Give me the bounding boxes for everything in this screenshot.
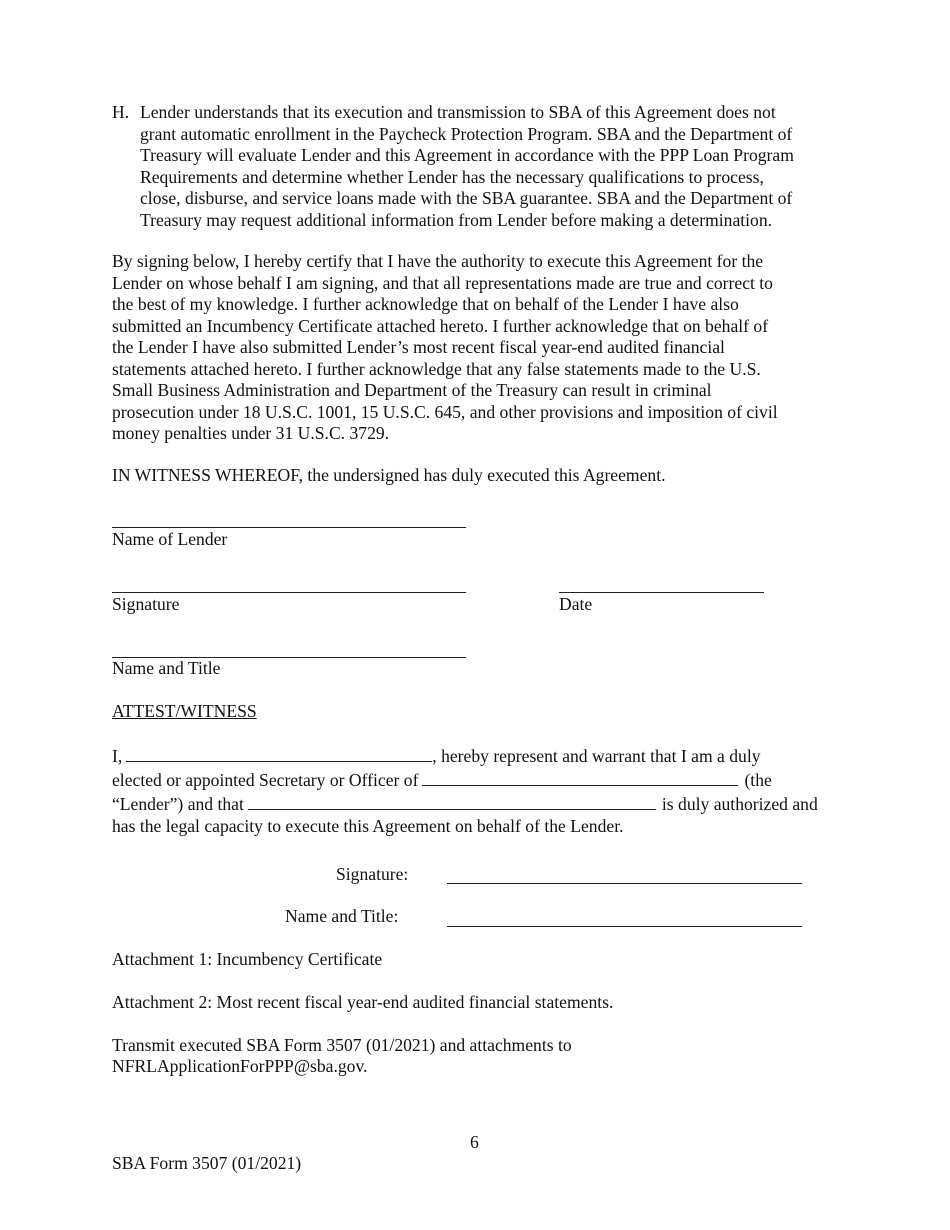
certification-line: Small Business Administration and Department of the Treasury can result in criminal xyxy=(112,380,712,400)
date-line[interactable] xyxy=(559,592,764,593)
section-h-line: Treasury will evaluate Lender and this Agreement in accordance with the PPP Loan Program xyxy=(140,145,794,165)
name-and-title-label: Name and Title xyxy=(112,658,221,678)
signature-line[interactable] xyxy=(112,592,466,593)
section-h-body xyxy=(140,102,794,231)
witness-statement: IN WITNESS WHEREOF, the undersigned has duly executed this Agreement. xyxy=(112,465,666,485)
attachment-2: Attachment 2: Most recent fiscal year-end audited financial statements. xyxy=(112,992,614,1012)
attachment-1: Attachment 1: Incumbency Certificate xyxy=(112,949,383,969)
section-h-line: Lender understands that its execution and transmission to SBA of this Agreement does not xyxy=(140,102,776,122)
attest-line-2-prefix: elected or appointed Secretary or Officer of xyxy=(112,770,419,790)
attest-line-1-prefix: I, xyxy=(112,746,123,766)
attest-signature-line[interactable] xyxy=(447,883,802,884)
transmit-email[interactable]: NFRLApplicationForPPP@sba.gov. xyxy=(112,1056,368,1076)
attest-line-4: has the legal capacity to execute this Agreement on behalf of the Lender. xyxy=(112,816,624,836)
attest-line-2 xyxy=(112,768,772,792)
transmit-line-1: Transmit executed SBA Form 3507 (01/2021) and attachments to xyxy=(112,1035,572,1055)
attest-line-1-suffix: , hereby represent and warrant that I am a duly xyxy=(432,746,761,766)
certification-line: By signing below, I hereby certify that I have the authority to execute this Agreement for the xyxy=(112,251,764,271)
certification-line: submitted an Incumbency Certificate attached hereto. I further acknowledge that on behalf of xyxy=(112,315,769,336)
date-label: Date xyxy=(559,594,593,614)
certification-line: the Lender I have also submitted Lender’s most recent fiscal year-end audited financial xyxy=(112,337,725,357)
certification-line: money penalties under 31 U.S.C. 3729. xyxy=(112,423,390,443)
attest-heading: ATTEST/WITNESS xyxy=(112,701,257,721)
attest-line-3 xyxy=(112,792,818,816)
certification-line: Lender on whose behalf I am signing, and that all representations made are true and correct to xyxy=(112,272,773,293)
secretary-name-blank[interactable] xyxy=(126,744,432,762)
name-of-lender-line[interactable] xyxy=(112,527,466,528)
certification-line: prosecution under 18 U.S.C. 1001, 15 U.S.C. 645, and other provisions and imposition of civil xyxy=(112,401,778,422)
certification-paragraph xyxy=(112,251,852,445)
attest-name-title-label: Name and Title: xyxy=(285,906,399,926)
attest-signature-label: Signature: xyxy=(336,864,409,884)
attest-line-3-prefix: “Lender”) and that xyxy=(112,794,244,814)
attest-name-title-line[interactable] xyxy=(447,926,802,927)
section-h-line: close, disburse, and service loans made with the SBA guarantee. SBA and the Department of xyxy=(140,188,793,208)
attest-line-2-suffix: (the xyxy=(744,770,772,790)
section-h-line: Requirements and determine whether Lender has the necessary qualifications to process, xyxy=(140,166,764,187)
attest-line-1 xyxy=(112,744,761,768)
signature-label: Signature xyxy=(112,594,180,614)
section-h-marker: H. xyxy=(112,102,130,122)
name-of-lender-label: Name of Lender xyxy=(112,529,228,549)
lender-name-blank[interactable] xyxy=(422,768,738,786)
section-h-line: grant automatic enrollment in the Paycheck Protection Program. SBA and the Department of xyxy=(140,123,793,144)
section-h-line: Treasury may request additional information from Lender before making a determination. xyxy=(140,209,773,230)
page-number: 6 xyxy=(470,1132,479,1152)
form-identifier: SBA Form 3507 (01/2021) xyxy=(112,1153,302,1173)
certification-line: statements attached hereto. I further acknowledge that any false statements made to the U.S. xyxy=(112,358,761,379)
attest-line-3-suffix: is duly authorized and xyxy=(661,794,818,814)
authorized-person-blank[interactable] xyxy=(248,792,656,810)
certification-line: the best of my knowledge. I further acknowledge that on behalf of the Lender I have also xyxy=(112,294,739,314)
